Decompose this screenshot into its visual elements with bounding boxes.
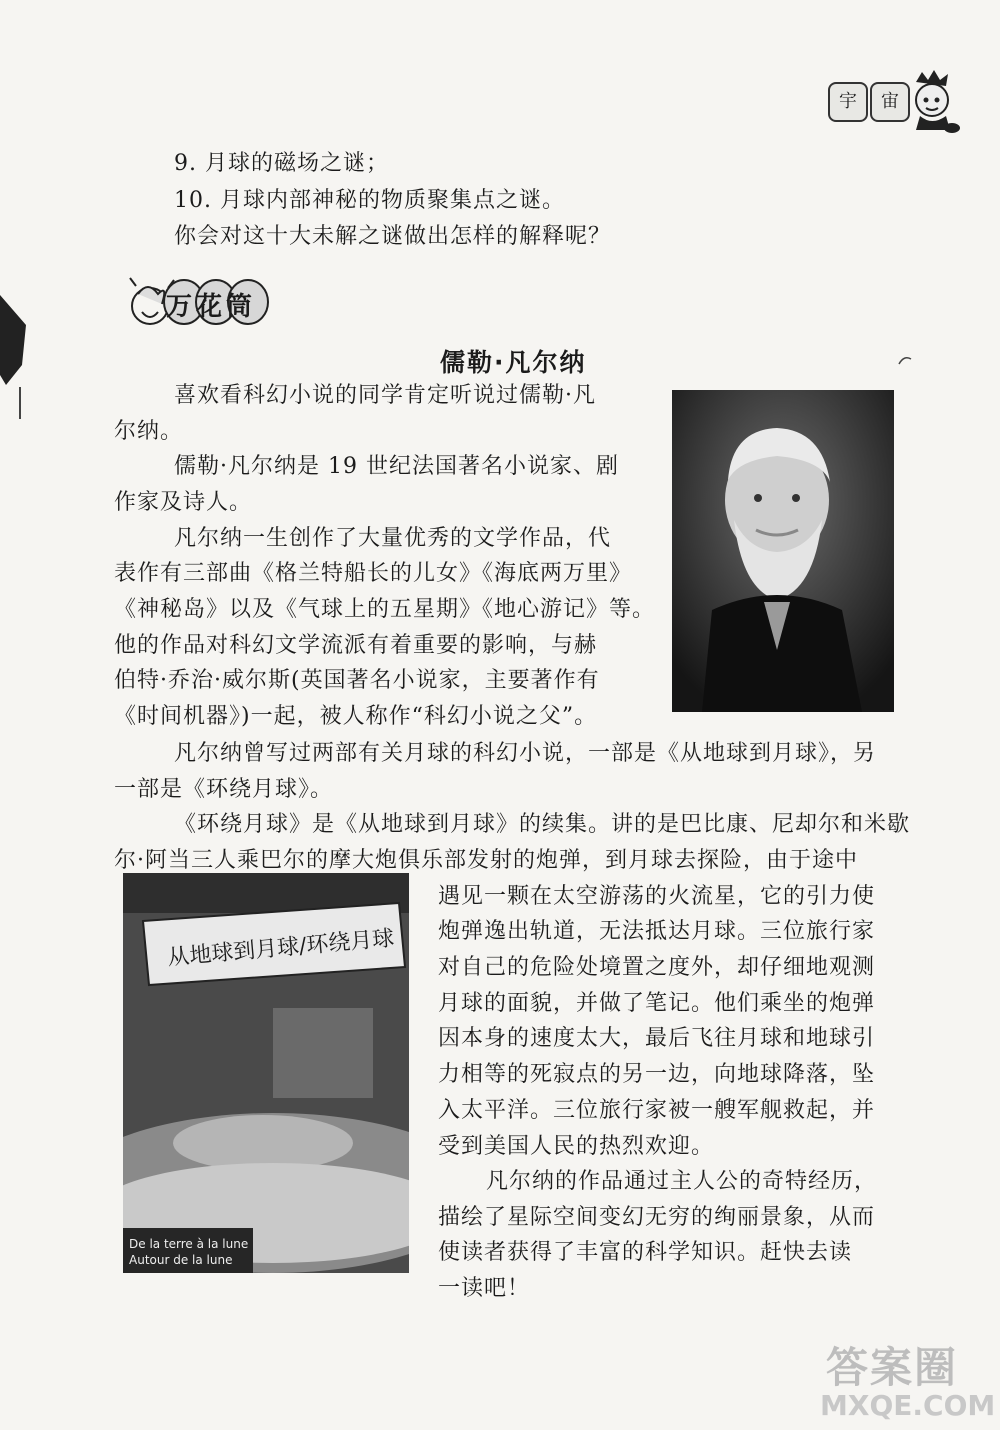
portrait-image xyxy=(672,390,894,712)
intro-line: 你会对这十大未解之谜做出怎样的解释呢？ xyxy=(174,224,612,249)
article-line: 一读吧！ xyxy=(438,1276,531,1301)
article-line: 因本身的速度太大，最后飞往月球和地球引 xyxy=(438,1026,876,1051)
watermark xyxy=(820,1335,1000,1430)
watermark-url: MXQE.COM xyxy=(820,1389,996,1422)
book-subtitle: Autour de la lune xyxy=(129,1253,233,1267)
watermark-logo-text: 答案圈 xyxy=(826,1343,959,1392)
article-line: 尔纳。 xyxy=(114,419,184,444)
book-cover-image xyxy=(123,873,409,1273)
intro-line: 9. 月球的磁场之谜； xyxy=(174,151,389,176)
article-line: 一部是《环绕月球》。 xyxy=(114,777,334,802)
article-line: 伯特·乔治·威尔斯(英国著名小说家，主要著作有 xyxy=(114,668,600,693)
article-line: 凡尔纳的作品通过主人公的奇特经历， xyxy=(486,1169,878,1194)
article-line: 使读者获得了丰富的科学知识。赶快去读 xyxy=(438,1240,853,1265)
article-line: 遇见一颗在太空游荡的火流星，它的引力使 xyxy=(438,884,876,909)
article-line: 力相等的死寂点的另一边，向地球降落，坠 xyxy=(438,1062,876,1087)
article-line: 作家及诗人。 xyxy=(114,490,253,515)
corner-mark xyxy=(898,355,912,365)
article-line: 《环绕月球》是《从地球到月球》的续集。讲的是巴比康、尼却尔和米歇 xyxy=(174,812,911,837)
article-line: 受到美国人民的热烈欢迎。 xyxy=(438,1134,715,1159)
header-badge xyxy=(822,70,962,140)
intro-line: 10. 月球内部神秘的物质聚集点之谜。 xyxy=(174,188,565,213)
header-badge-char: 宇 xyxy=(828,82,868,122)
book-banner-text: 从地球到月球/环绕月球 xyxy=(166,926,396,971)
article-line: 月球的面貌，并做了笔记。他们乘坐的炮弹 xyxy=(438,991,876,1016)
article-line: 《时间机器》)一起，被人称作“科幻小说之父”。 xyxy=(114,704,598,729)
section-title: 万花筒 xyxy=(166,292,257,322)
article-line: 描绘了星际空间变幻无穷的绚丽景象，从而 xyxy=(438,1205,876,1230)
book-subtitle: De la terre à la lune xyxy=(129,1237,249,1251)
mascot-icon xyxy=(906,70,962,136)
article-line: 对自己的危险处境置之度外，却仔细地观测 xyxy=(438,955,876,980)
article-line: 尔·阿当三人乘巴尔的摩大炮俱乐部发射的炮弹，到月球去探险，由于途中 xyxy=(114,848,858,873)
article-line: 凡尔纳一生创作了大量优秀的文学作品，代 xyxy=(174,526,612,551)
article-line: 儒勒·凡尔纳是 19 世纪法国著名小说家、剧 xyxy=(174,454,619,479)
header-badge-char: 宙 xyxy=(870,82,910,122)
scan-edge-mark xyxy=(0,295,30,425)
article-line: 表作有三部曲《格兰特船长的儿女》《海底两万里》 xyxy=(114,561,633,586)
article-line: 喜欢看科幻小说的同学肯定听说过儒勒·凡 xyxy=(174,383,596,408)
article-line: 入太平洋。三位旅行家被一艘军舰救起，并 xyxy=(438,1098,876,1123)
article-line: 炮弹逸出轨道，无法抵达月球。三位旅行家 xyxy=(438,919,876,944)
article-title: 儒勒·凡尔纳 xyxy=(440,348,587,377)
article-line: 凡尔纳曾写过两部有关月球的科幻小说，一部是《从地球到月球》，另 xyxy=(174,741,877,766)
portrait-illustration xyxy=(672,390,894,712)
article-line: 他的作品对科幻文学流派有着重要的影响，与赫 xyxy=(114,633,598,658)
article-line: 《神秘岛》以及《气球上的五星期》《地心游记》等。 xyxy=(114,597,656,622)
section-badge xyxy=(128,272,278,332)
